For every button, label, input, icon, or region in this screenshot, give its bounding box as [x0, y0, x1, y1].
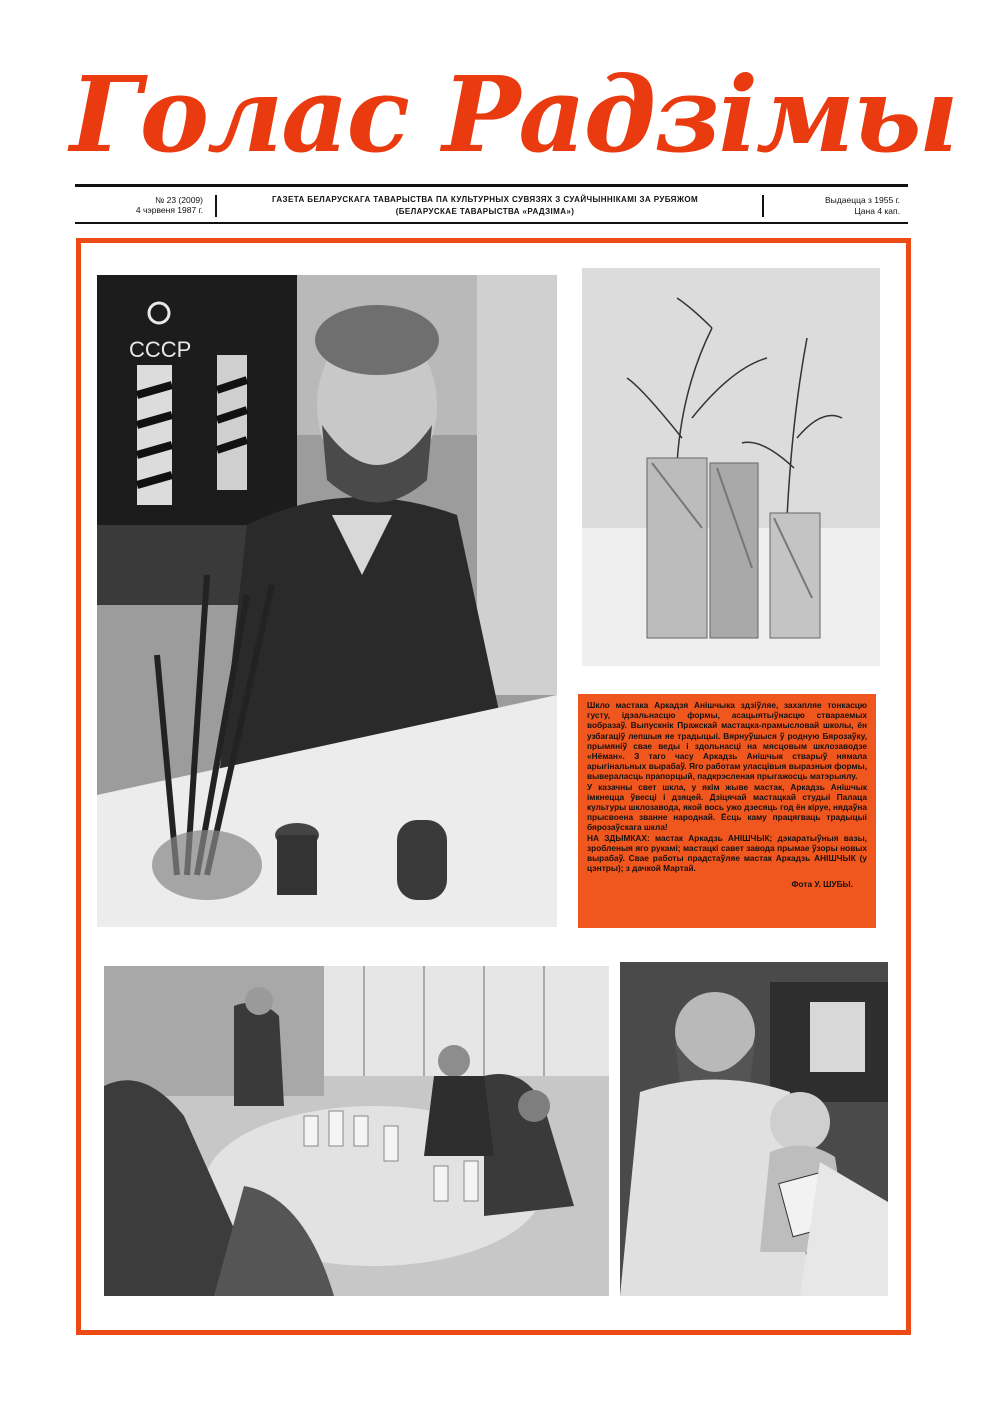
issue-number: № 23 (2009) [155, 195, 203, 205]
caption-paragraph-1: Шкло мастака Аркадзя Анішчыка здзіўляе, захапляе тонкасцю густу, ідэальнасцю формы, асацыятыўнасцю ствараемых вобразаў. Выпускнік Пражскай мастацка-прамысловай школы, ён узбагаціў лепшыя яе традыцыі. Вярнуўшыся ў родную Бярозаўку, прымяніў свае веды і здольнасці на мясцовым шклозаводзе «Нёман». З таго часу Аркадзь Анішчык стварыў нямала арыгінальных вырабаў. Яго работам уласцівыя выразныя формы, вывераласць прапорцый, падкрэсленая прыгажосць матэрыялу. [587, 700, 867, 782]
photo-credit: Фота У. ШУБЫ. [791, 879, 853, 890]
photo-artist-with-daughter [620, 962, 888, 1296]
publisher-line-1: ГАЗЕТА БЕЛАРУСКАГА ТАВАРЫСТВА ПА КУЛЬТУРНЫХ СУВЯЗЯХ З СУАЙЧЫННІКАМІ ЗА РУБЯЖОМ [271, 195, 699, 204]
portrait-image [97, 275, 557, 927]
vases-image [582, 268, 880, 666]
price: Цана 4 кап. [854, 206, 900, 216]
publisher-line-2: (БЕЛАРУСКАЕ ТАВАРЫСТВА «РАДЗІМА») [395, 207, 575, 216]
issue-info [75, 195, 203, 215]
article-caption [578, 694, 876, 928]
newspaper-title: Голас Радзімы [70, 53, 957, 176]
header-rule-bottom [75, 222, 908, 224]
masthead [70, 52, 957, 182]
header-divider-right [762, 195, 764, 217]
daughter-image [620, 962, 888, 1296]
publisher-info [225, 194, 745, 218]
photo-artist-portrait [97, 275, 557, 927]
published-since: Выдаецца з 1955 г. [825, 195, 900, 205]
header-divider-left [215, 195, 217, 217]
header-rule-top [75, 184, 908, 187]
issue-date: 4 чэрвеня 1987 г. [135, 205, 203, 215]
ussr-sign: СССР [129, 337, 192, 362]
photo-decorative-vases [582, 268, 880, 666]
caption-paragraph-2: У казачны свет шкла, у якім жыве мастак, Аркадзь Анішчык імкнецца ўвесці і дзяцей. Дзіцячай мастацкай студыі Палаца культуры шклозавода, якой вось ужо дзесяць год ён кіруе, нядаўна прысвоена званне народнай. Ёсць каму працягваць традыцыі бярозаўскага шкла! [587, 781, 867, 833]
caption-photo-notes: НА ЗДЫМКАХ: мастак Аркадзь АНІШЧЫК; дэкаратыўныя вазы, зробленыя яго рукамі; мастацкі савет завода прымае ўзоры новых вырабаў. Свае работы прадстаўляе мастак Аркадзь АНІШЧЫК (у цэнтры); з дачкой Мартай. [587, 832, 867, 874]
meeting-image [104, 966, 609, 1296]
publication-info [770, 195, 900, 217]
photo-art-council-meeting [104, 966, 609, 1296]
